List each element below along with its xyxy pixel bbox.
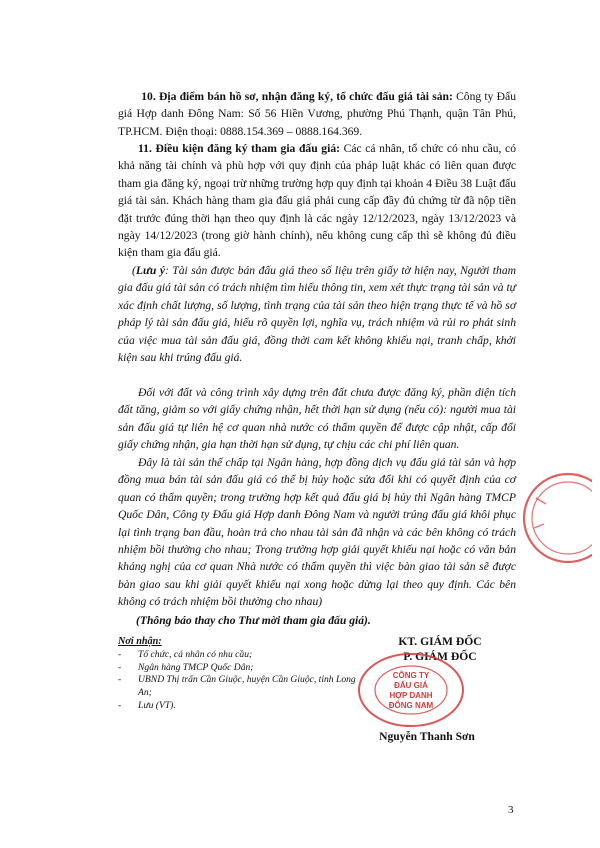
page-number: 3	[508, 804, 514, 816]
recipient-item: - UBND Thị trấn Cần Giuộc, huyện Cần Giuộc, tỉnh Long An;	[118, 674, 358, 700]
note-text: : Tài sản được bán đấu giá theo số liệu trên giấy tờ hiện nay, Người tham gia đấu giá tài sản có trách nhiệm tìm hiểu thông tin, xem xét thực trạng tài sản và tự xác định chất lượng, số lượng, tình trạng của tài sản theo hiện trạng thực tế và hồ sơ pháp lý tài sản đấu giá, hiểu rõ quyền lợi, nghĩa vụ, trách nhiệm và rủi ro phát sinh của việc mua tài sản đấu giá, đồng thời cam kết không khiếu nại, tranh chấp, khởi kiện sau khi trúng đấu giá.	[118, 264, 516, 365]
section-10-text: Công ty Đấu giá Hợp danh Đông Nam: Số 56 Hiền Vương, phường Phú Thạnh, quận Tân Phú, TP.HCM. Điện thoại: 0888.154.369 – 0888.164.369.	[118, 90, 516, 138]
recipients-title: Nơi nhận:	[118, 636, 162, 647]
recipients-block	[118, 636, 358, 713]
signature-title-2: P. GIÁM ĐỐC	[403, 650, 477, 663]
note-paragraph: (Lưu ý: Tài sản được bán đấu giá theo số liệu trên giấy tờ hiện nay, Người tham gia đấu giá tài sản có trách nhiệm tìm hiểu thông tin, xem xét thực trạng tài sản và tự xác định chất lượng, số lượng, tình trạng của tài sản theo hiện trạng thực tế và hồ sơ pháp lý tài sản đấu giá, hiểu rõ quyền lợi, nghĩa vụ, trách nhiệm và rủi ro phát sinh của việc mua tài sản đấu giá, đồng thời cam kết không khiếu nại, tranh chấp, khởi kiện sau khi trúng đấu giá.	[118, 264, 516, 365]
seal-text-2: ĐẤU GIÁ	[394, 681, 428, 690]
section-10	[118, 88, 516, 140]
closing-line: (Thông báo thay cho Thư mời tham gia đấu giá).	[136, 614, 371, 627]
section-10-heading: 10. Địa điểm bán hồ sơ, nhận đăng ký, tổ chức đấu giá tài sản:	[141, 90, 453, 103]
company-seal-stamp	[356, 652, 466, 728]
note-mortgage-paragraph: Đây là tài sản thế chấp tại Ngân hàng, hợp đồng dịch vụ đấu giá tài sản và hợp đồng mua bán tài sản đấu giá có thể bị hủy hoặc sửa đổi khi có quyết định của cơ quan có thẩm quyền; trong trường hợp kết quả đấu giá bị hủy thì Ngân hàng TMCP Quốc Dân, Công ty Đấu giá Hợp danh Đông Nam và người trúng đấu giá khôi phục lại tình trạng ban đầu, hoàn trả cho nhau tài sản đã nhận và các bên không có trách nhiệm bồi thường cho nhau; Trong trường hợp giải quyết khiếu nại hoặc có văn bản kháng nghị của cơ quan Nhà nước có thẩm quyền thì việc bàn giao tài sản sẽ được bàn giao sau khi giải quyết khiếu nại xong hoặc dừng lại theo quy định. Các bên không có trách nhiệm bồi thường cho nhau)	[118, 456, 516, 609]
seal-text-4: ĐÔNG NAM	[388, 701, 434, 710]
seal-text-1: CÔNG TY	[392, 671, 430, 680]
partial-seal-stamp	[522, 458, 592, 578]
note-label: Lưu ý	[135, 264, 165, 277]
section-11-heading: 11. Điều kiện đăng ký tham gia đấu giá:	[138, 142, 340, 155]
seal-text-3: HỢP DANH	[389, 691, 433, 700]
note-land-paragraph: Đối với đất và công trình xây dựng trên đất chưa được đăng ký, phần diện tích đất tăng, giảm so với giấy chứng nhận, hết thời hạn sử dụng (nếu có): người mua tài sản đấu giá tự liên hệ cơ quan nhà nước có thẩm quyền để được cập nhật, cấp đổi giấy chứng nhận, gia hạn thời hạn sử dụng, tự chịu các chi phí liên quan.	[118, 386, 516, 452]
section-11-text: Các cá nhân, tổ chức có nhu cầu, có khả năng tài chính và phù hợp với quy định của pháp luật khác có liên quan được tham gia đăng ký, ngoại trừ những trường hợp quy định tại khoản 4 Điều 38 Luật đấu giá tài sản. Khách hàng tham gia đấu giá phải cung cấp đầy đủ chứng từ đã nộp tiền đặt trước đúng thời hạn theo quy định là các ngày 12/12/2023, ngày 13/12/2023 và ngày 14/12/2023 (trong giờ hành chính), nếu không cung cấp thì sẽ không đủ điều kiện tham gia đấu giá.	[118, 142, 517, 260]
recipient-item: - Tổ chức, cá nhân có nhu cầu;	[118, 649, 358, 662]
section-11	[118, 140, 516, 262]
recipient-item: - Ngân hàng TMCP Quốc Dân;	[118, 662, 358, 675]
signer-name: Nguyễn Thanh Sơn	[379, 730, 475, 743]
recipient-item: - Lưu (VT).	[118, 700, 358, 713]
signature-title-1: KT. GIÁM ĐỐC	[398, 635, 482, 648]
